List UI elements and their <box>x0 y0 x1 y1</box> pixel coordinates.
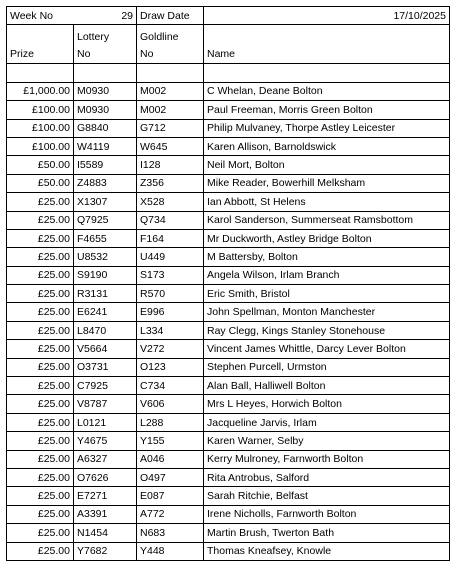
prize-cell: £25.00 <box>7 266 74 284</box>
goldline-number-cell: M002 <box>137 101 204 119</box>
winner-name-cell: Karol Sanderson, Summerseat Ramsbottom <box>204 211 450 229</box>
goldline-number-cell: A046 <box>137 450 204 468</box>
table-row <box>7 82 450 100</box>
winner-name-cell: Karen Allison, Barnoldswick <box>204 137 450 155</box>
prize-cell: £25.00 <box>7 450 74 468</box>
winner-name-cell: Thomas Kneafsey, Knowle <box>204 542 450 560</box>
winner-name-cell: Rita Antrobus, Salford <box>204 468 450 486</box>
prize-cell: £25.00 <box>7 248 74 266</box>
prize-cell: £25.00 <box>7 321 74 339</box>
goldline-number-cell: X528 <box>137 193 204 211</box>
winner-name-cell: C Whelan, Deane Bolton <box>204 82 450 100</box>
lottery-number-cell: M0930 <box>74 82 137 100</box>
goldline-number-cell: R570 <box>137 285 204 303</box>
winner-name-cell: Stephen Purcell, Urmston <box>204 358 450 376</box>
goldline-number-cell: Y448 <box>137 542 204 560</box>
name-column-header: Name <box>204 25 450 64</box>
prize-cell: £25.00 <box>7 542 74 560</box>
winner-name-cell: Jacqueline Jarvis, Irlam <box>204 413 450 431</box>
lottery-number-cell: S9190 <box>74 266 137 284</box>
lottery-number-cell: L0121 <box>74 413 137 431</box>
goldline-number-cell: O123 <box>137 358 204 376</box>
table-row <box>7 524 450 542</box>
lottery-number-cell: V8787 <box>74 395 137 413</box>
table-row <box>7 266 450 284</box>
lottery-number-cell: L8470 <box>74 321 137 339</box>
prize-cell: £25.00 <box>7 377 74 395</box>
prize-cell: £100.00 <box>7 101 74 119</box>
goldline-number-cell: O497 <box>137 468 204 486</box>
goldline-number-cell: F164 <box>137 229 204 247</box>
table-row <box>7 119 450 137</box>
table-row <box>7 229 450 247</box>
goldline-number-cell: L334 <box>137 321 204 339</box>
prize-cell: £25.00 <box>7 432 74 450</box>
prize-cell: £25.00 <box>7 229 74 247</box>
winner-name-cell: Neil Mort, Bolton <box>204 156 450 174</box>
results-table <box>6 6 450 561</box>
winner-name-cell: Ian Abbott, St Helens <box>204 193 450 211</box>
draw-date-label: Draw Date <box>137 7 204 25</box>
lottery-number-cell: O7626 <box>74 468 137 486</box>
winner-name-cell: Alan Ball, Halliwell Bolton <box>204 377 450 395</box>
winner-name-cell: Ray Clegg, Kings Stanley Stonehouse <box>204 321 450 339</box>
goldline-number-cell: S173 <box>137 266 204 284</box>
prize-cell: £25.00 <box>7 524 74 542</box>
prize-cell: £25.00 <box>7 285 74 303</box>
table-row <box>7 505 450 523</box>
winner-name-cell: Angela Wilson, Irlam Branch <box>204 266 450 284</box>
table-row <box>7 487 450 505</box>
lottery-number-cell: F4655 <box>74 229 137 247</box>
table-row <box>7 542 450 560</box>
prize-cell: £1,000.00 <box>7 82 74 100</box>
week-label: Week No <box>7 7 74 25</box>
table-row <box>7 450 450 468</box>
lottery-number-cell: N1454 <box>74 524 137 542</box>
header-row <box>7 7 450 25</box>
table-row <box>7 358 450 376</box>
goldline-number-cell: C734 <box>137 377 204 395</box>
prize-cell: £25.00 <box>7 303 74 321</box>
prize-cell: £25.00 <box>7 211 74 229</box>
goldline-number-cell: I128 <box>137 156 204 174</box>
table-row <box>7 193 450 211</box>
prize-cell: £25.00 <box>7 358 74 376</box>
goldline-number-cell: N683 <box>137 524 204 542</box>
goldline-column-header: Goldline No <box>137 25 204 64</box>
lottery-number-cell: Q7925 <box>74 211 137 229</box>
lottery-number-cell: R3131 <box>74 285 137 303</box>
table-row <box>7 137 450 155</box>
winner-name-cell: Sarah Ritchie, Belfast <box>204 487 450 505</box>
winner-name-cell: Vincent James Whittle, Darcy Lever Bolton <box>204 340 450 358</box>
goldline-number-cell: E087 <box>137 487 204 505</box>
prize-cell: £25.00 <box>7 340 74 358</box>
winner-name-cell: Mrs L Heyes, Horwich Bolton <box>204 395 450 413</box>
winner-name-cell: Irene Nicholls, Farnworth Bolton <box>204 505 450 523</box>
lottery-number-cell: E7271 <box>74 487 137 505</box>
lottery-number-cell: E6241 <box>74 303 137 321</box>
table-row <box>7 377 450 395</box>
lottery-number-cell: I5589 <box>74 156 137 174</box>
lottery-number-cell: A6327 <box>74 450 137 468</box>
table-row <box>7 303 450 321</box>
goldline-number-cell: V606 <box>137 395 204 413</box>
lottery-number-cell: G8840 <box>74 119 137 137</box>
winner-name-cell: Mr Duckworth, Astley Bridge Bolton <box>204 229 450 247</box>
table-row <box>7 432 450 450</box>
prize-cell: £50.00 <box>7 174 74 192</box>
prize-cell: £25.00 <box>7 487 74 505</box>
lottery-number-cell: W4119 <box>74 137 137 155</box>
winner-name-cell: M Battersby, Bolton <box>204 248 450 266</box>
goldline-number-cell: E996 <box>137 303 204 321</box>
prize-cell: £100.00 <box>7 137 74 155</box>
goldline-number-cell: W645 <box>137 137 204 155</box>
table-row <box>7 211 450 229</box>
week-number: 29 <box>74 7 137 25</box>
lottery-number-cell: U8532 <box>74 248 137 266</box>
prize-cell: £25.00 <box>7 395 74 413</box>
goldline-number-cell: U449 <box>137 248 204 266</box>
winner-name-cell: Paul Freeman, Morris Green Bolton <box>204 101 450 119</box>
lottery-number-cell: Y7682 <box>74 542 137 560</box>
lottery-number-cell: M0930 <box>74 101 137 119</box>
table-row <box>7 156 450 174</box>
table-row <box>7 285 450 303</box>
prize-column-header: Prize <box>7 25 74 64</box>
prize-cell: £25.00 <box>7 505 74 523</box>
prize-cell: £25.00 <box>7 468 74 486</box>
winner-name-cell: John Spellman, Monton Manchester <box>204 303 450 321</box>
goldline-number-cell: Y155 <box>137 432 204 450</box>
goldline-number-cell: G712 <box>137 119 204 137</box>
lottery-number-cell: C7925 <box>74 377 137 395</box>
goldline-number-cell: Z356 <box>137 174 204 192</box>
table-row <box>7 248 450 266</box>
prize-cell: £25.00 <box>7 413 74 431</box>
table-row <box>7 321 450 339</box>
lottery-number-cell: Y4675 <box>74 432 137 450</box>
lottery-number-cell: A3391 <box>74 505 137 523</box>
lottery-number-cell: Z4883 <box>74 174 137 192</box>
table-row <box>7 174 450 192</box>
winner-name-cell: Philip Mulvaney, Thorpe Astley Leicester <box>204 119 450 137</box>
draw-date: 17/10/2025 <box>204 7 450 25</box>
prize-cell: £50.00 <box>7 156 74 174</box>
winner-name-cell: Kerry Mulroney, Farnworth Bolton <box>204 450 450 468</box>
lottery-number-cell: O3731 <box>74 358 137 376</box>
table-row <box>7 340 450 358</box>
table-row <box>7 468 450 486</box>
table-row <box>7 413 450 431</box>
winner-name-cell: Karen Warner, Selby <box>204 432 450 450</box>
goldline-number-cell: V272 <box>137 340 204 358</box>
table-row <box>7 101 450 119</box>
winner-name-cell: Eric Smith, Bristol <box>204 285 450 303</box>
column-header-row <box>7 25 450 64</box>
lottery-number-cell: X1307 <box>74 193 137 211</box>
goldline-number-cell: A772 <box>137 505 204 523</box>
winner-name-cell: Martin Brush, Twerton Bath <box>204 524 450 542</box>
lottery-column-header: Lottery No <box>74 25 137 64</box>
lottery-number-cell: V5664 <box>74 340 137 358</box>
spacer-row <box>7 64 450 82</box>
goldline-number-cell: L288 <box>137 413 204 431</box>
goldline-number-cell: Q734 <box>137 211 204 229</box>
goldline-number-cell: M002 <box>137 82 204 100</box>
prize-cell: £100.00 <box>7 119 74 137</box>
winner-name-cell: Mike Reader, Bowerhill Melksham <box>204 174 450 192</box>
table-row <box>7 395 450 413</box>
prize-cell: £25.00 <box>7 193 74 211</box>
